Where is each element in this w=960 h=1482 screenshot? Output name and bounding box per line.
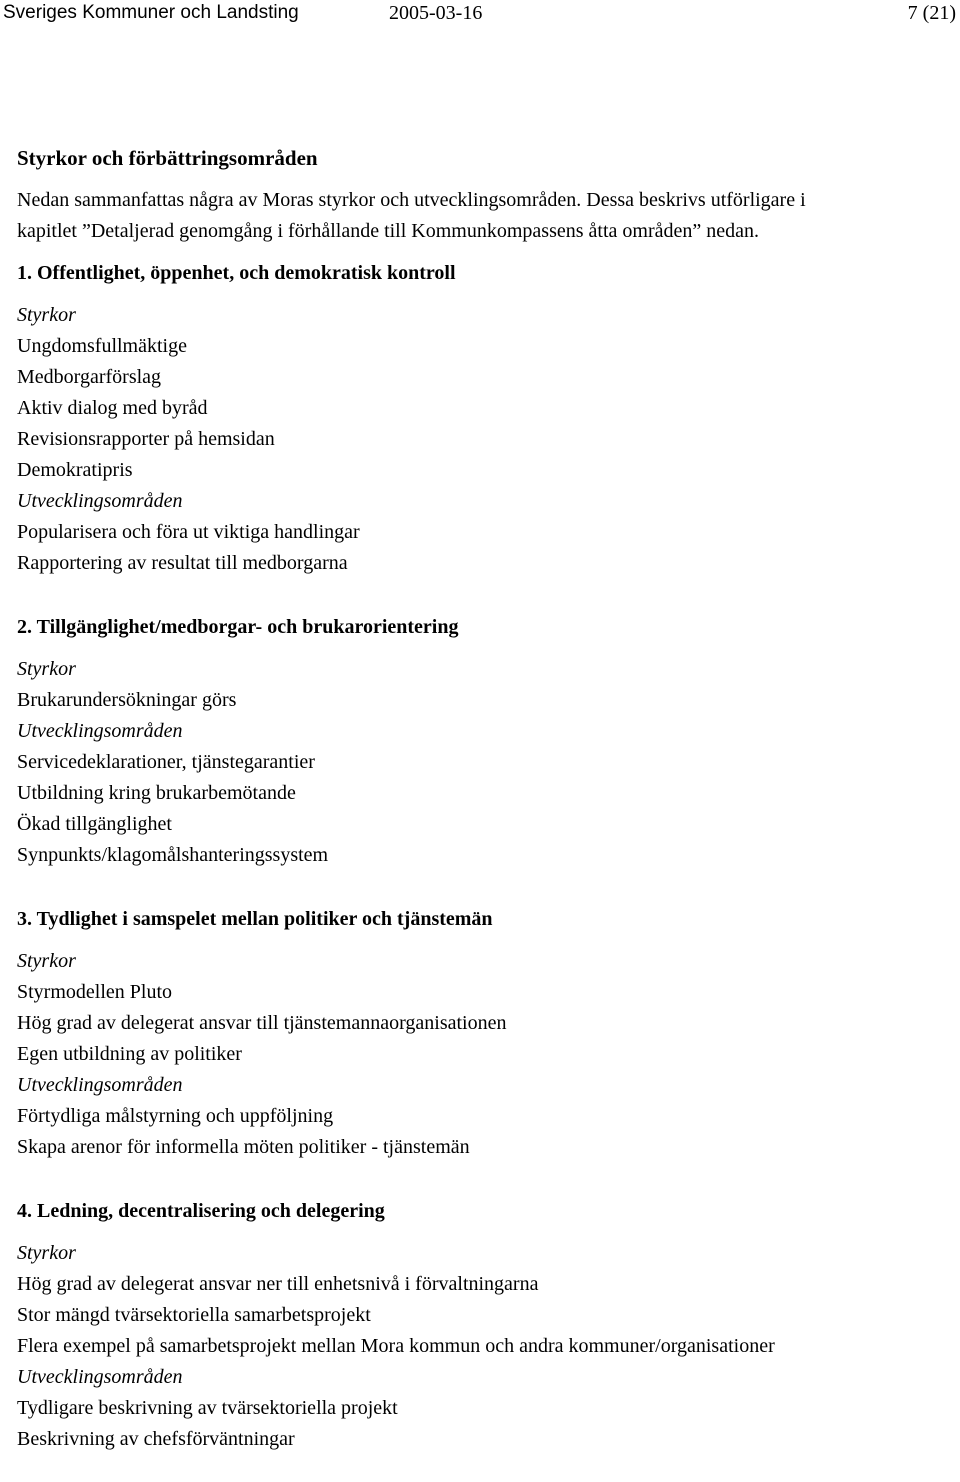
list-item: Demokratipris [17, 459, 133, 481]
list-item: Egen utbildning av politiker [17, 1043, 242, 1065]
list-item: Tydligare beskrivning av tvärsektoriella projekt [17, 1397, 398, 1419]
page-header [0, 0, 960, 30]
list-item: Förtydliga målstyrning och uppföljning [17, 1105, 334, 1127]
list-item: Synpunkts/klagomålshanteringssystem [17, 844, 329, 866]
development-label: Utvecklingsområden [17, 720, 183, 742]
list-item: Stor mängd tvärsektoriella samarbetsprojekt [17, 1304, 371, 1326]
list-item: Servicedeklarationer, tjänstegarantier [17, 751, 315, 773]
header-organization: Sveriges Kommuner och Landsting [3, 2, 299, 23]
intro-line-1: Nedan sammanfattas några av Moras styrkor och utvecklingsområden. Dessa beskrivs utförligare i [17, 189, 806, 211]
document-body [17, 143, 952, 1455]
list-item: Brukarundersökningar görs [17, 689, 237, 711]
section-heading: 4. Ledning, decentralisering och delegering [17, 1200, 385, 1222]
development-label: Utvecklingsområden [17, 1366, 183, 1388]
document-title: Styrkor och förbättringsområden [17, 146, 318, 170]
list-item: Aktiv dialog med byråd [17, 397, 208, 419]
development-label: Utvecklingsområden [17, 490, 183, 512]
list-item: Revisionsrapporter på hemsidan [17, 428, 275, 450]
list-item: Popularisera och föra ut viktiga handlingar [17, 521, 360, 543]
header-page-number: 7 (21) [907, 2, 956, 24]
list-item: Skapa arenor för informella möten politiker - tjänstemän [17, 1136, 470, 1158]
strengths-label: Styrkor [17, 1242, 76, 1264]
list-item: Utbildning kring brukarbemötande [17, 782, 296, 804]
section-1 [17, 258, 952, 579]
section-heading: 1. Offentlighet, öppenhet, och demokratisk kontroll [17, 262, 456, 284]
list-item: Medborgarförslag [17, 366, 162, 388]
list-item: Flera exempel på samarbetsprojekt mellan Mora kommun och andra kommuner/organisationer [17, 1335, 775, 1357]
list-item: Ökad tillgänglighet [17, 813, 172, 835]
section-heading: 2. Tillgänglighet/medborgar- och brukarorientering [17, 616, 459, 638]
section-2 [17, 612, 952, 871]
section-heading: 3. Tydlighet i samspelet mellan politiker och tjänstemän [17, 908, 493, 930]
strengths-label: Styrkor [17, 658, 76, 680]
list-item: Ungdomsfullmäktige [17, 335, 187, 357]
section-4 [17, 1196, 952, 1455]
header-date: 2005-03-16 [389, 2, 483, 24]
intro-line-2: kapitlet ”Detaljerad genomgång i förhållande till Kommunkompassens åtta områden” nedan. [17, 220, 759, 242]
strengths-label: Styrkor [17, 304, 76, 326]
section-3 [17, 904, 952, 1163]
list-item: Styrmodellen Pluto [17, 981, 172, 1003]
development-label: Utvecklingsområden [17, 1074, 183, 1096]
list-item: Beskrivning av chefsförväntningar [17, 1428, 295, 1450]
list-item: Rapportering av resultat till medborgarna [17, 552, 348, 574]
list-item: Hög grad av delegerat ansvar ner till enhetsnivå i förvaltningarna [17, 1273, 539, 1295]
strengths-label: Styrkor [17, 950, 76, 972]
list-item: Hög grad av delegerat ansvar till tjänstemannaorganisationen [17, 1012, 507, 1034]
